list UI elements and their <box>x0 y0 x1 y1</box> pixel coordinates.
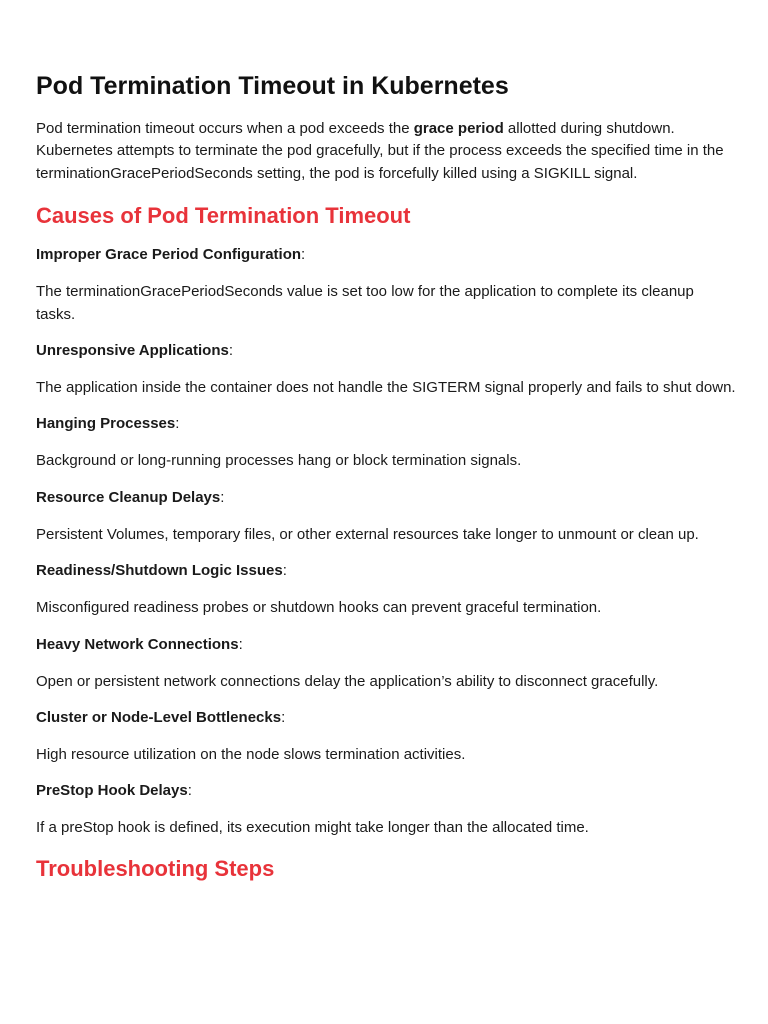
cause-description: Background or long-running processes hang or block termination signals. <box>36 452 522 470</box>
causes-heading: Causes of Pod Termination Timeout <box>36 203 411 229</box>
intro-text-end: allotted during shutdown. Kubernetes attempts to terminate the pod gracefully, but if the process exceeds the specified time in the terminationGracePeriodSeconds setting, the pod is forcefully killed using a SIGKILL signal. <box>36 120 724 182</box>
cause-item <box>36 707 736 766</box>
intro-paragraph <box>36 118 736 185</box>
cause-item <box>36 780 736 839</box>
cause-description: If a preStop hook is defined, its execution might take longer than the allocated time. <box>36 819 589 837</box>
cause-title: Cluster or Node-Level Bottlenecks: <box>36 709 286 727</box>
cause-title: Unresponsive Applications: <box>36 342 233 360</box>
cause-description: The application inside the container does not handle the SIGTERM signal properly and fails to shut down. <box>36 379 736 397</box>
cause-item <box>36 413 736 472</box>
cause-description: Persistent Volumes, temporary files, or other external resources take longer to unmount or clean up. <box>36 525 699 543</box>
cause-description: Misconfigured readiness probes or shutdown hooks can prevent graceful termination. <box>36 599 602 617</box>
cause-title: Resource Cleanup Delays: <box>36 488 225 506</box>
cause-description: The terminationGracePeriodSeconds value is set too low for the application to complete its cleanup tasks. <box>36 283 694 323</box>
cause-description: Open or persistent network connections delay the application’s ability to disconnect gracefully. <box>36 672 659 690</box>
cause-title: Improper Grace Period Configuration: <box>36 246 306 264</box>
page-title: Pod Termination Timeout in Kubernetes <box>36 72 509 100</box>
cause-item <box>36 340 736 399</box>
cause-item <box>36 244 736 326</box>
troubleshooting-heading: Troubleshooting Steps <box>36 855 275 881</box>
cause-title: Hanging Processes: <box>36 415 180 433</box>
cause-title: PreStop Hook Delays: <box>36 782 192 800</box>
cause-title: Heavy Network Connections: <box>36 635 243 653</box>
cause-item <box>36 634 736 693</box>
document-page <box>36 68 736 897</box>
cause-item <box>36 487 736 546</box>
intro-text-start: Pod termination timeout occurs when a pod exceeds the <box>36 120 414 137</box>
cause-description: High resource utilization on the node slows termination activities. <box>36 746 466 764</box>
intro-bold-term: grace period <box>413 120 504 137</box>
cause-title: Readiness/Shutdown Logic Issues: <box>36 562 287 580</box>
cause-item <box>36 560 736 619</box>
